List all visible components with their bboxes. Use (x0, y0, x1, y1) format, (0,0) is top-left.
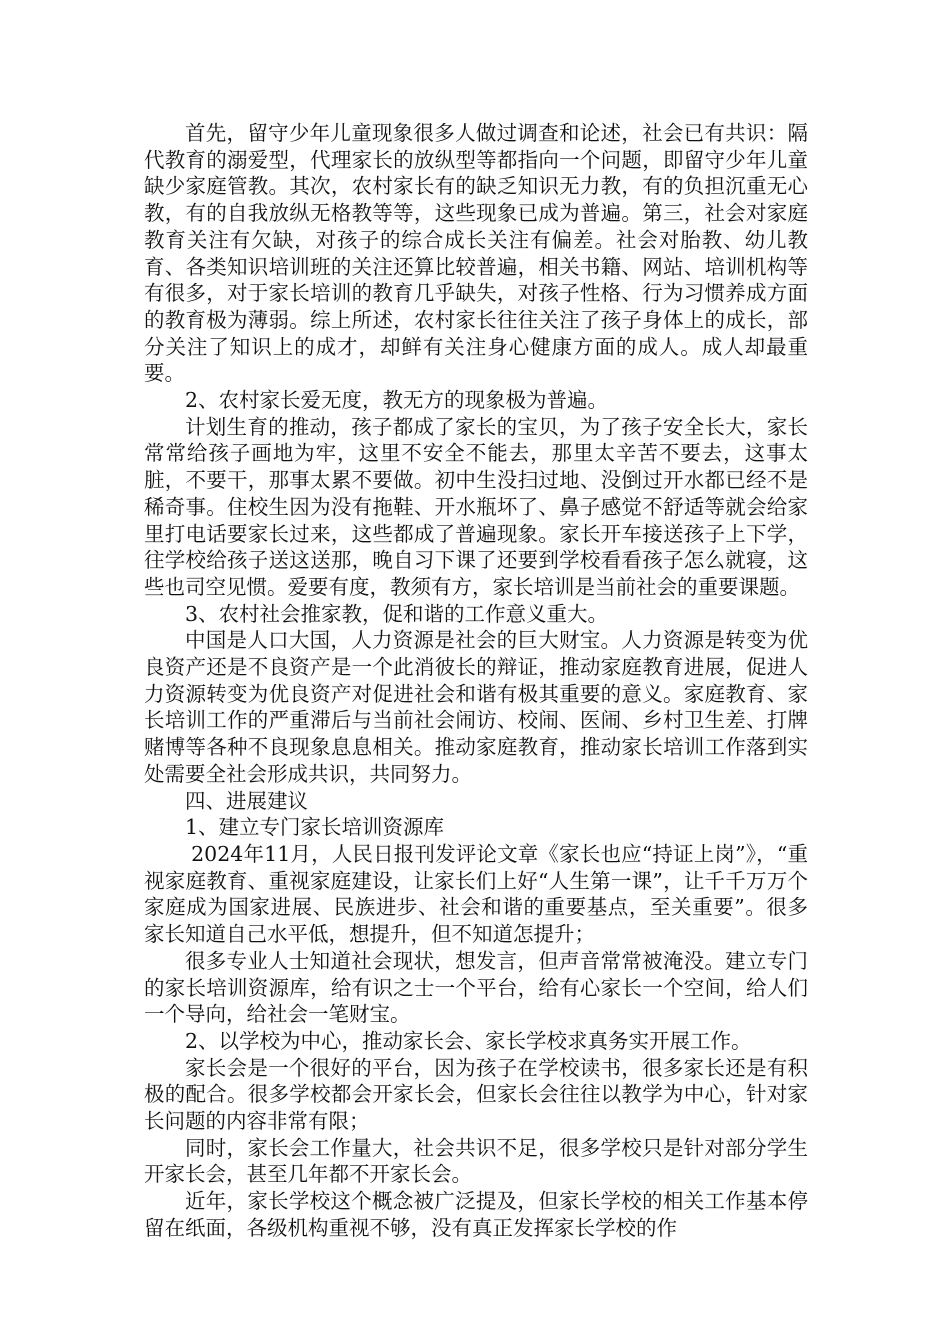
heading-suggestion-1: 1、建立专门家长培训资源库 (185, 815, 445, 840)
paragraph-peoples-daily: 2024年11月，人民日报刊发评论文章《家长也应“持证上岗”》，“重视家庭教育、重视家庭建设，让家长们上好“人生第一课”，让千千万万个家庭成为国家进展、民族进步、社会和谐的重要基点，至关重要”。很多家长知道自己水平低，想提升，但不知道怎提升； (144, 841, 808, 947)
heading-suggestion-2: 2、以学校为中心，推动家长会、家长学校求真务实开展工作。 (185, 1028, 752, 1053)
paragraph-professionals: 很多专业人士知道社会现状，想发言，但声音常常被淹没。建立专门的家长培训资源库，给有识之士一个平台，给有心家长一个空间，给人们一个导向，给社会一笔财宝。 (144, 948, 808, 1027)
paragraph-parent-schools: 近年，家长学校这个概念被广泛提及，但家长学校的相关工作基本停留在纸面，各级机构重视不够，没有真正发挥家长学校的作 (144, 1189, 808, 1240)
paragraph-left-behind-children: 首先，留守少年儿童现象很多人做过调查和论述，社会已有共识：隔代教育的溺爱型，代理家长的放纵型等都指向一个问题，即留守少年儿童缺少家庭管教。其次，农村家长有的缺乏知识无力教，有的负担沉重无心教，有的自我放纵无格教等等，这些现象已成为普遍。第三，社会对家庭教育关注有欠缺，对孩子的综合成长关注有偏差。社会对胎教、幼儿教育、各类知识培训班的关注还算比较普遍，相关书籍、网站、培训机构等有很多，对于家长培训的教育几乎缺失，对孩子性格、行为习惯养成方面的教育极为薄弱。综上所述，农村家长往往关注了孩子身体上的成长，部分关注了知识上的成才，却鲜有关注身心健康方面的成人。成人却最重要。 (144, 121, 808, 386)
paragraph-parent-meetings: 家长会是一个很好的平台，因为孩子在学校读书，很多家长还是有积极的配合。很多学校都会开家长会，但家长会往往以教学为中心，针对家长问题的内容非常有限； (144, 1055, 808, 1134)
heading-point-2: 2、农村家长爱无度，教无方的现象极为普遍。 (185, 388, 609, 413)
paragraph-family-planning: 计划生育的推动，孩子都成了家长的宝贝，为了孩子安全长大，家长常常给孩子画地为牢，这里不安全不能去，那里太辛苦不要去，这事太脏，不要干，那事太累不要做。初中生没扫过地、没倒过开水都已经不是稀奇事。住校生因为没有拖鞋、开水瓶坏了、鼻子感觉不舒适等就会给家里打电话要家长过来，这些都成了普遍现象。家长开车接送孩子上下学，往学校给孩子送这送那，晚自习下课了还要到学校看看孩子怎么就寝，这些也司空见惯。爱要有度，教须有方，家长培训是当前社会的重要课题。 (144, 414, 808, 599)
paragraph-human-resources: 中国是人口大国，人力资源是社会的巨大财宝。人力资源是转变为优良资产还是不良资产是一个此消彼长的辩证，推动家庭教育进展，促进人力资源转变为优良资产对促进社会和谐有极其重要的意义。家庭教育、家长培训工作的严重滞后与当前社会闹访、校闹、医闹、乡村卫生差、打牌赌博等各种不良现象息息相关。推动家庭教育，推动家长培训工作落到实处需要全社会形成共识，共同努力。 (144, 628, 808, 786)
document-body (144, 120, 808, 1242)
paragraph-workload: 同时，家长会工作量大，社会共识不足，很多学校只是针对部分学生开家长会，甚至几年都不开家长会。 (144, 1135, 808, 1187)
section-heading-suggestions: 四、进展建议 (185, 788, 308, 813)
heading-point-3: 3、农村社会推家教，促和谐的工作意义重大。 (185, 601, 609, 626)
